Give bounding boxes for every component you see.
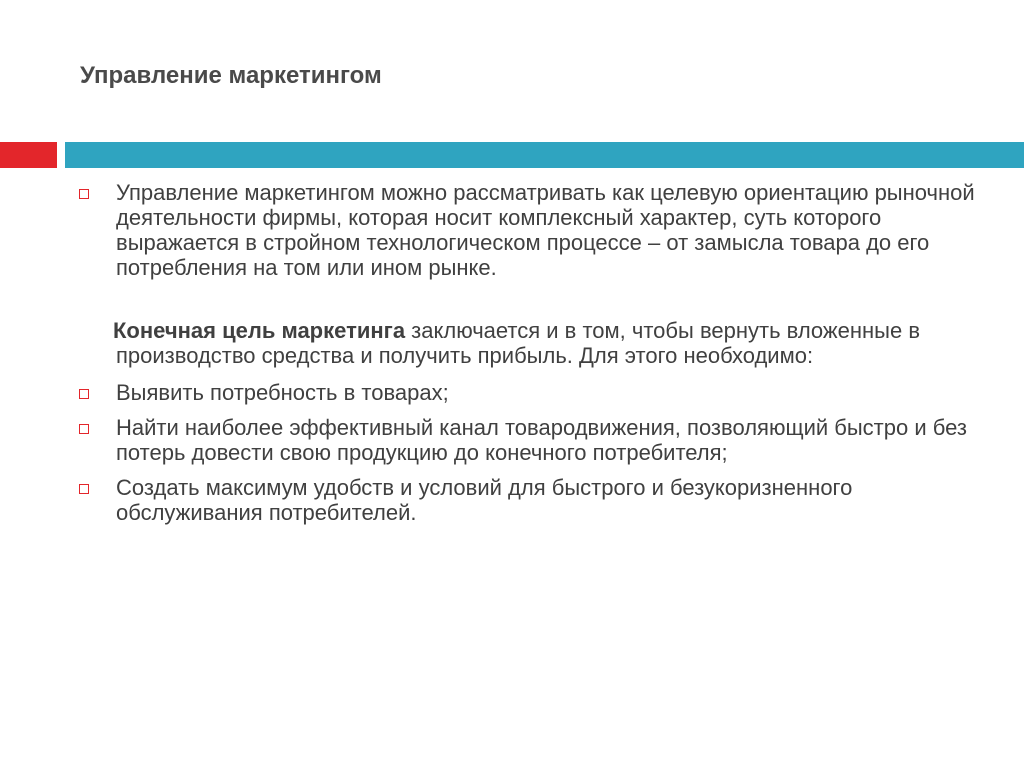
accent-bar-red bbox=[0, 142, 57, 168]
bullet-item-3 bbox=[78, 475, 978, 525]
goal-paragraph bbox=[78, 318, 978, 368]
square-outline-bullet-icon bbox=[79, 484, 89, 494]
bullet-text-1: Выявить потребность в товарах; bbox=[116, 380, 449, 405]
bullet-item-1 bbox=[78, 380, 978, 405]
square-outline-bullet-icon bbox=[79, 189, 89, 199]
bullet-text-2: Найти наиболее эффективный канал товародвижения, позволяющий быстро и без потерь довести свою продукцию до конечного потребителя; bbox=[116, 415, 967, 465]
intro-text: Управление маркетингом можно рассматривать как целевую ориентацию рыночной деятельности фирмы, которая носит комплексный характер, суть которого выражается в стройном технологическом процессе – от замысла товара до его потребления на том или ином рынке. bbox=[116, 180, 975, 280]
goal-lead: Конечная цель маркетинга bbox=[113, 318, 406, 343]
square-outline-bullet-icon bbox=[79, 424, 89, 434]
bullet-text-3: Создать максимум удобств и условий для быстрого и безукоризненного обслуживания потребителей. bbox=[116, 475, 853, 525]
slide-title: Управление маркетингом bbox=[80, 62, 382, 89]
square-outline-bullet-icon bbox=[79, 389, 89, 399]
goal-text: заключается и в том, чтобы вернуть вложенные в производство средства и получить прибыль. Для этого необходимо: bbox=[116, 318, 921, 368]
slide-content bbox=[78, 180, 978, 535]
bullet-item-2 bbox=[78, 415, 978, 465]
accent-bar-blue bbox=[65, 142, 1024, 168]
intro-bullet-item bbox=[78, 180, 978, 280]
